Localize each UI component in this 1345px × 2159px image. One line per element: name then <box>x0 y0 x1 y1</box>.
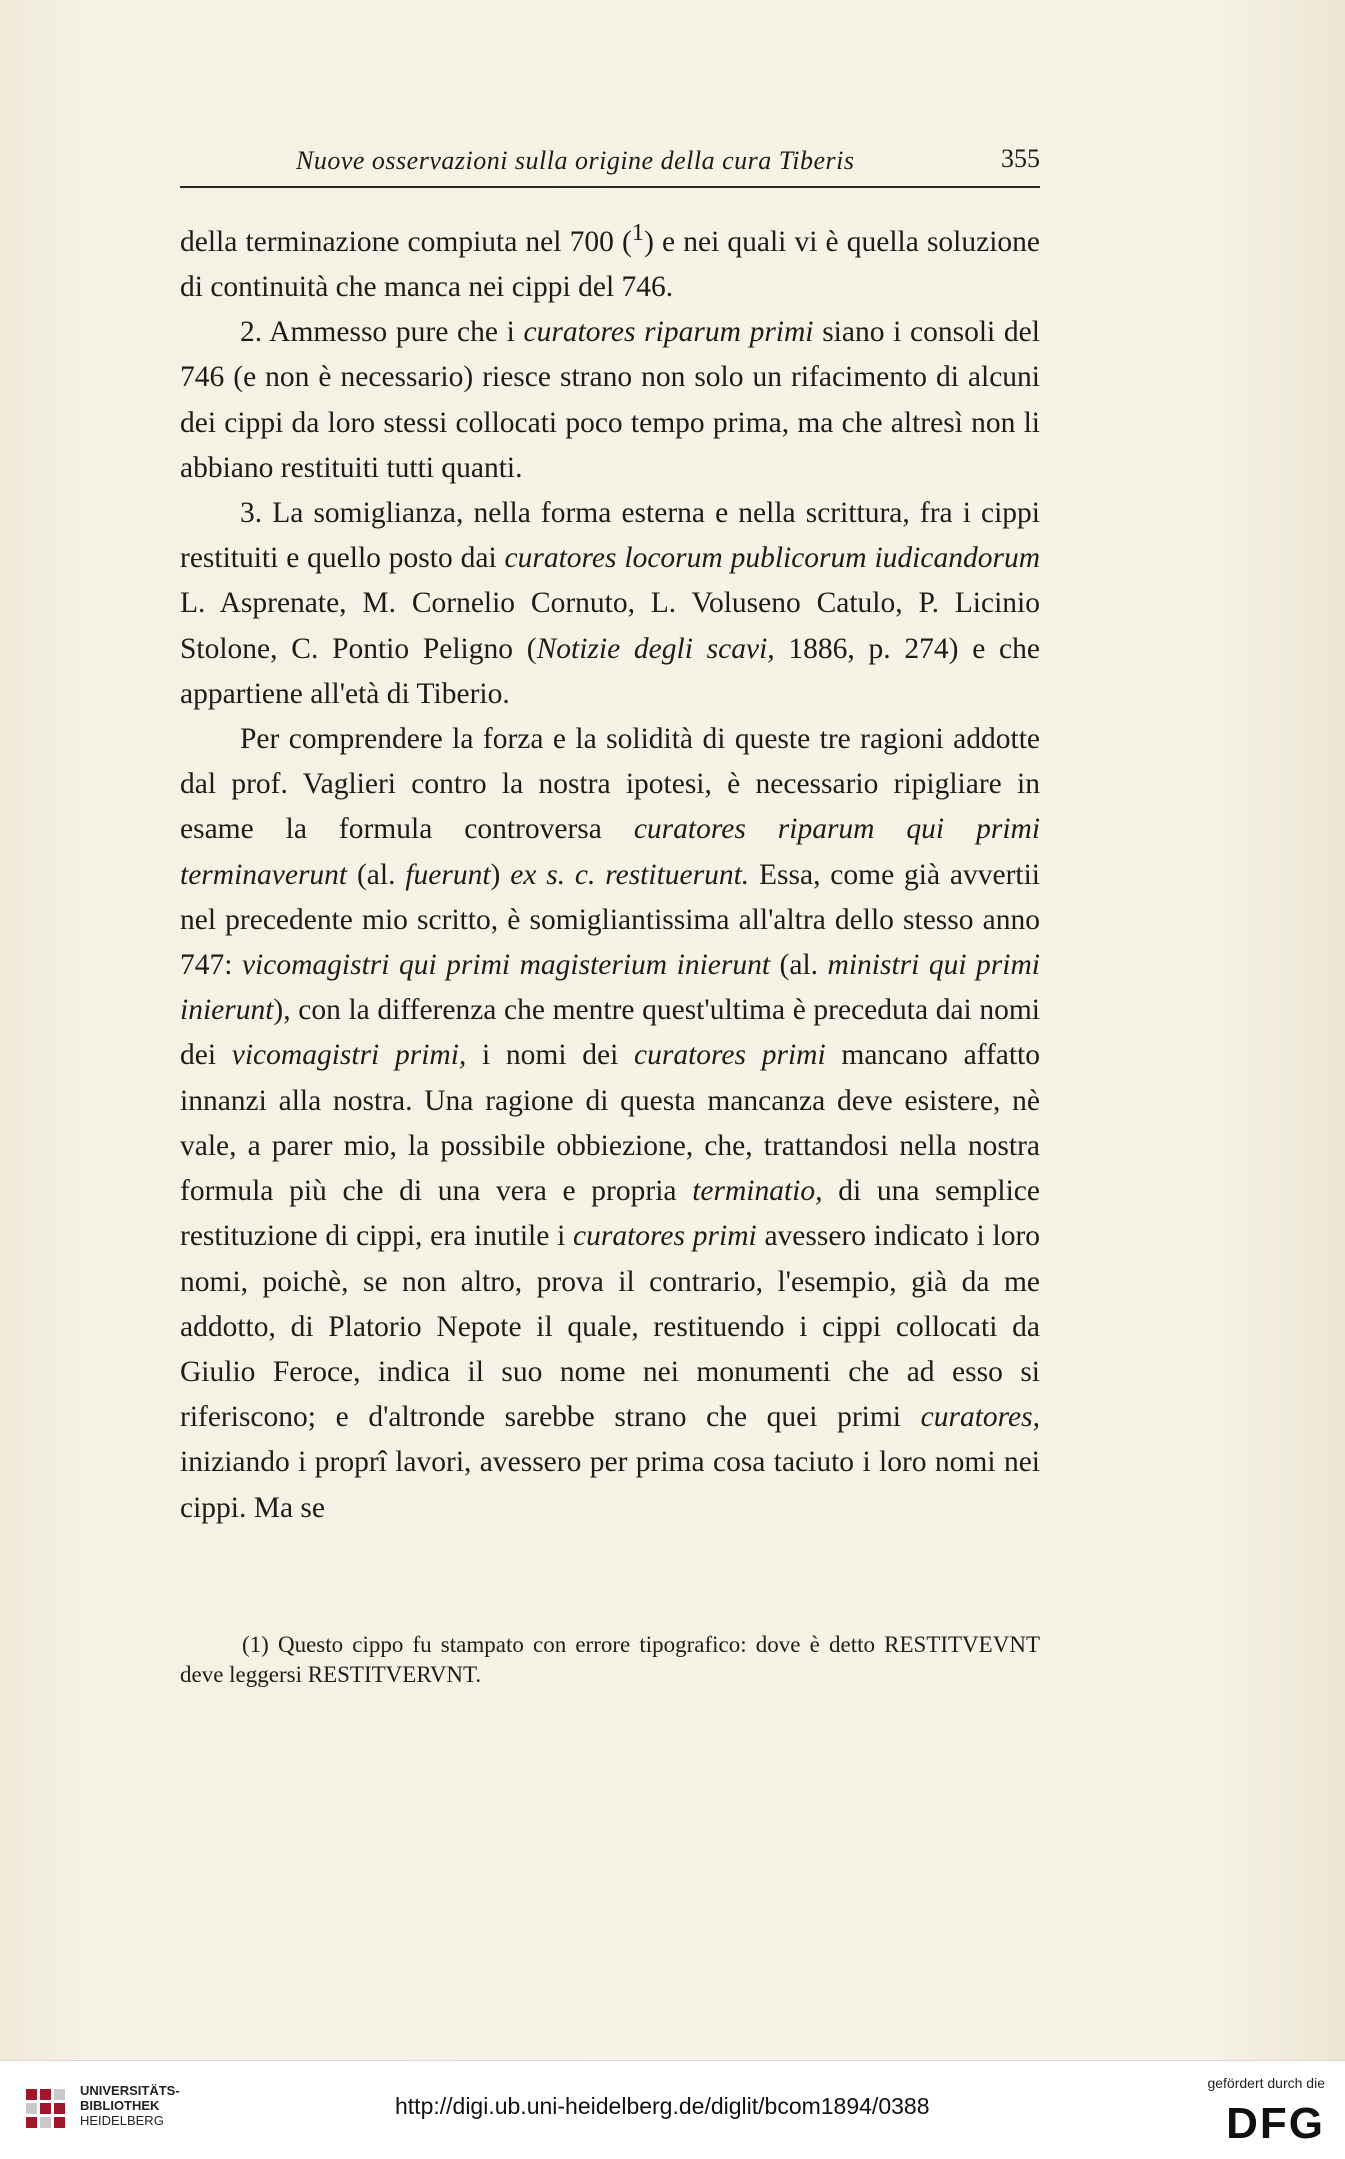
body-text <box>180 210 1040 1531</box>
permalink-url[interactable]: http://digi.ub.uni-heidelberg.de/diglit/bcom1894/0388 <box>395 2093 930 2119</box>
paragraph-3: 3. La somiglianza, nella forma esterna e nella scrittura, fra i cippi restituiti e quello posto dai curatores locorum publicorum iudicandorum L. Asprenate, M. Cornelio Cornuto, L. Voluseno Catulo, P. Licinio Stolone, C. Pontio Peligno (Notizie degli scavi, 1886, p. 274) e che appartiene all'età di Tiberio. <box>180 497 1040 710</box>
paragraph-1: della terminazione compiuta nel 700 ($^1$) e nei quali vi è quella soluzione di continuità che manca nei cippi del 746. <box>180 219 1041 304</box>
paragraph-4: Per comprendere la forza e la solidità di queste tre ragioni addotte dal prof. Vaglieri contro la nostra ipotesi, è necessario ripigliare in esame la formula controversa curatores riparum qui primi terminaverunt (al. fuerunt) ex s. c. restituerunt. Essa, come già avvertii nel precedente mio scritto, è somigliantissima all'altra dello stesso anno 747: vicomagistri qui primi magisterium inierunt (al. ministri qui primi inierunt), con la differenza che mentre quest'ultima è preceduta dai nomi dei vicomagistri primi, i nomi dei curatores primi mancano affatto innanzi alla nostra. Una ragione di questa mancanza deve esistere, nè vale, a parer mio, la possibile obbiezione, che, trattandosi nella nostra formula più che di una vera e propria terminatio, di una semplice restituzione di cippi, era inutile i curatores primi avessero indicato i loro nomi, poichè, se non altro, prova il contrario, l'esempio, già da me addotto, di Platorio Nepote il quale, restituendo i cippi collocati da Giulio Feroce, indica il suo nome nei monumenti che ad esso si riferiscono; e d'altronde sarebbe strano che quei primi curatores, iniziando i proprî lavori, avessero per prima cosa taciuto i loro nomi nei cippi. Ma se <box>180 723 1041 1524</box>
footnote-reference[interactable]: 1 <box>631 219 645 246</box>
running-title: Nuove osservazioni sulla origine della cura Tiberis <box>296 146 855 175</box>
paragraph-2: 2. Ammesso pure che i curatores riparum primi siano i consoli del 746 (e non è necessario) riesce strano non solo un rifacimento di alcuni dei cippi da loro stessi collocati poco tempo prima, ma che altresì non li abbiano restituiti tutti quanti. <box>180 316 1040 484</box>
page-header <box>180 140 1040 188</box>
footnote-text: Questo cippo fu stampato con errore tipografico: dove è detto RESTITVEVNT deve leggersi RESTITVERVNT. <box>180 1632 1040 1687</box>
dfg-logo[interactable]: DFG <box>1226 2099 1325 2148</box>
viewer-footer <box>0 2060 1345 2159</box>
footnote <box>180 1630 1040 1690</box>
library-name[interactable]: UNIVERSITÄTS- BIBLIOTHEK HEIDELBERG <box>80 2083 180 2128</box>
funded-by-label: gefördert durch die <box>1207 2075 1325 2091</box>
page-number: 355 <box>1001 144 1040 173</box>
university-library-logo-icon[interactable] <box>20 2083 72 2135</box>
footnote-marker: (1) <box>242 1632 269 1657</box>
